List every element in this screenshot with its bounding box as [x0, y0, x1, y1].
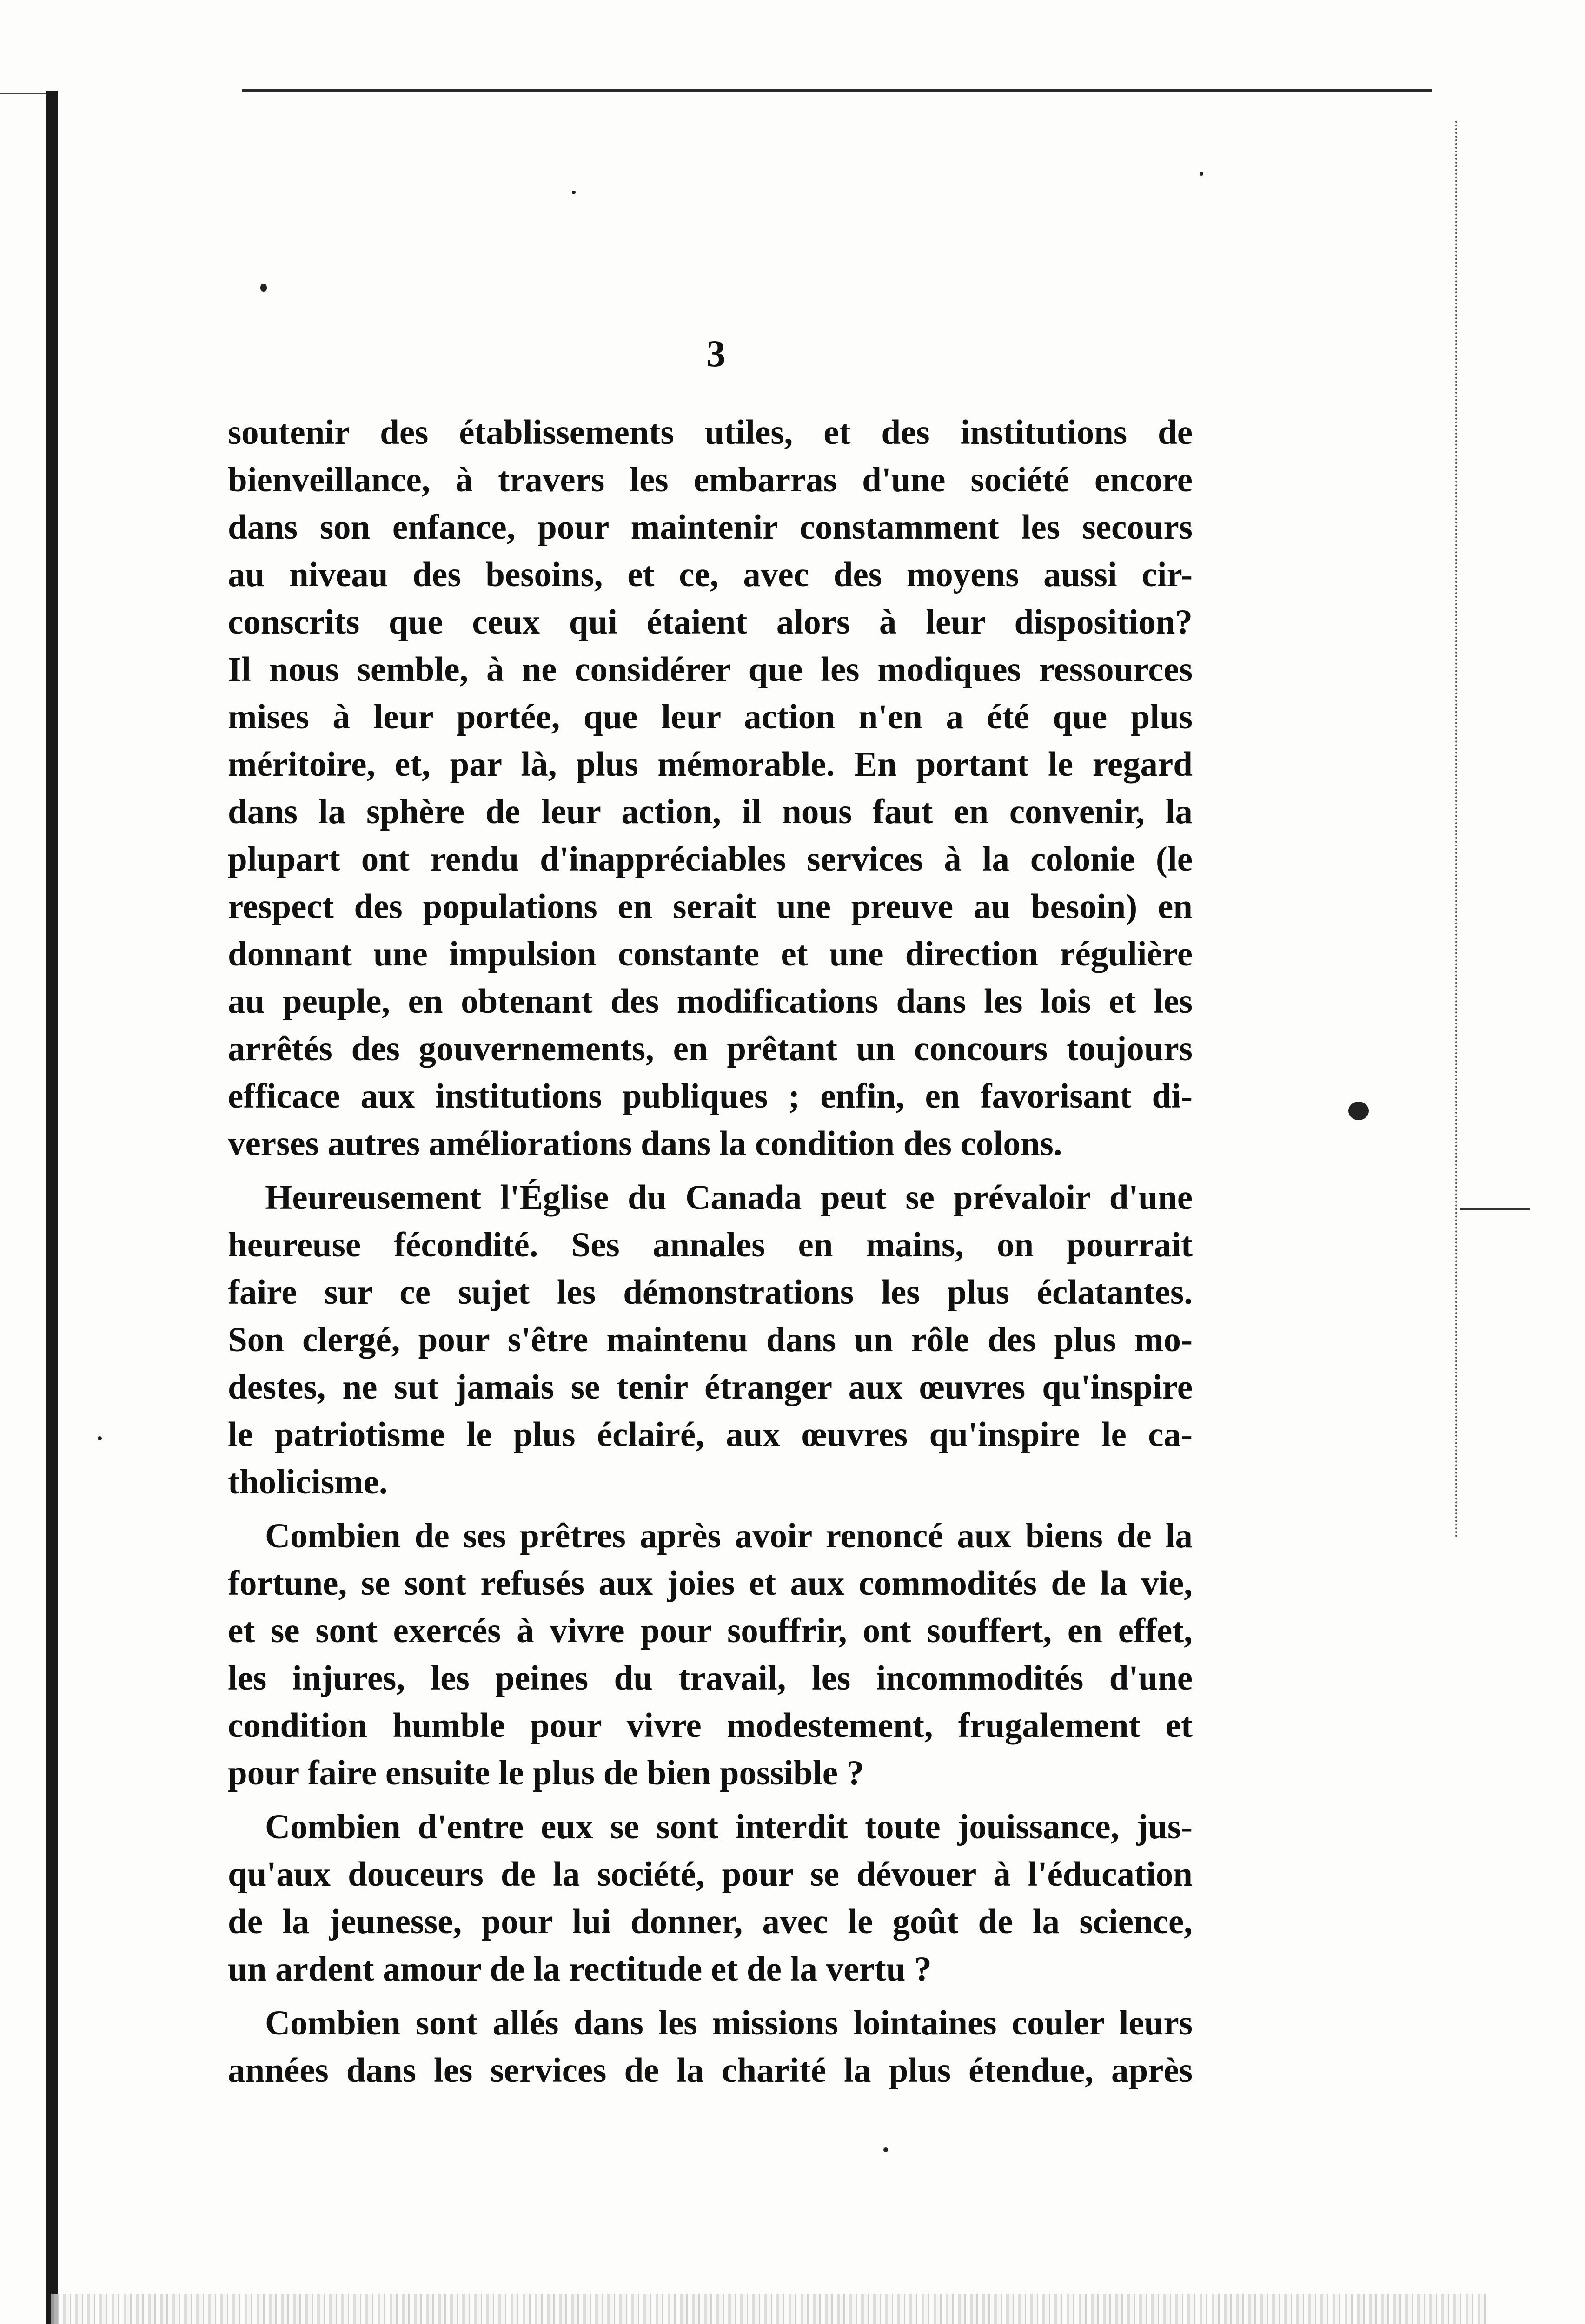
text-line: conscrits que ceux qui étaient alors à leur disposition? [228, 603, 1193, 641]
page-number: 3 [706, 332, 726, 375]
text-line: bienveillance, à travers les embarras d'une société encore [228, 461, 1193, 499]
text-line: Heureusement l'Église du Canada peut se prévaloir d'une [265, 1178, 1193, 1217]
ink-speck [1200, 172, 1203, 176]
text-line: au niveau des besoins, et ce, avec des moyens aussi cir- [228, 555, 1193, 594]
paragraph [228, 1512, 1193, 1797]
text-line: verses autres améliorations dans la condition des colons. [228, 1124, 1062, 1163]
page-edge-top-left [0, 93, 51, 94]
ink-speck [883, 2147, 888, 2152]
ink-speck [572, 191, 576, 194]
text-line: Combien de ses prêtres après avoir renoncé aux biens de la [265, 1517, 1193, 1555]
text-line: fortune, se sont refusés aux joies et aux commodités de la vie, [228, 1564, 1193, 1603]
page-edge-right-mark [1460, 1208, 1530, 1210]
ink-speck [98, 1436, 102, 1440]
page-edge-top [242, 89, 1432, 92]
text-line: le patriotisme le plus éclairé, aux œuvres qu'inspire le ca- [228, 1415, 1193, 1454]
text-line: les injures, les peines du travail, les incommodités d'une [228, 1659, 1193, 1697]
text-line: arrêtés des gouvernements, en prêtant un concours toujours [228, 1030, 1193, 1068]
page-edge-left [46, 91, 58, 2324]
text-line: dans la sphère de leur action, il nous faut en convenir, la [228, 792, 1193, 831]
page-edge-right [1455, 121, 1459, 1538]
text-line: respect des populations en serait une preuve au besoin) en [228, 887, 1193, 926]
text-line: Il nous semble, à ne considérer que les modiques ressources [228, 650, 1193, 689]
ink-speck [260, 284, 267, 292]
text-line: un ardent amour de la rectitude et de la vertu ? [228, 1950, 932, 1988]
text-line: efficace aux institutions publiques ; enfin, en favorisant di- [228, 1077, 1193, 1116]
text-line: condition humble pour vivre modestement, frugalement et [228, 1706, 1193, 1745]
text-line: heureuse fécondité. Ses annales en mains, on pourrait [228, 1226, 1193, 1264]
text-line: de la jeunesse, pour lui donner, avec le goût de la science, [228, 1902, 1193, 1941]
text-line: pour faire ensuite le plus de bien possible ? [228, 1754, 864, 1792]
text-line: au peuple, en obtenant des modifications dans les lois et les [228, 982, 1193, 1021]
text-line: plupart ont rendu d'inappréciables services à la colonie (le [228, 840, 1193, 878]
text-line: Son clergé, pour s'être maintenu dans un rôle des plus mo- [228, 1320, 1193, 1359]
paragraph [228, 409, 1193, 1168]
paragraph [228, 1803, 1193, 1993]
text-line: faire sur ce sujet les démonstrations les plus éclatantes. [228, 1273, 1193, 1312]
paragraph [228, 2000, 1193, 2094]
text-line: et se sont exercés à vivre pour souffrir, ont souffert, en effet, [228, 1611, 1193, 1650]
text-line: Combien d'entre eux se sont interdit toute jouissance, jus- [265, 1808, 1193, 1846]
text-line: tholicisme. [228, 1463, 388, 1501]
text-line: méritoire, et, par là, plus mémorable. En portant le regard [228, 745, 1193, 784]
text-line: dans son enfance, pour maintenir constamment les secours [228, 508, 1193, 547]
text-line: donnant une impulsion constante et une direction régulière [228, 935, 1193, 973]
ink-speck [1348, 1102, 1369, 1120]
text-line: soutenir des établissements utiles, et des institutions de [228, 413, 1193, 452]
text-line: années dans les services de la charité la plus étendue, après [228, 2051, 1193, 2090]
text-line: qu'aux douceurs de la société, pour se dévouer à l'éducation [228, 1855, 1193, 1894]
text-line: mises à leur portée, que leur action n'en a été que plus [228, 698, 1193, 736]
paragraph [228, 1174, 1193, 1506]
text-line: Combien sont allés dans les missions lointaines couler leurs [265, 2004, 1193, 2042]
page-edge-bottom [51, 2294, 1488, 2324]
text-line: destes, ne sut jamais se tenir étranger aux œuvres qu'inspire [228, 1368, 1193, 1406]
body-text [228, 409, 1193, 2101]
